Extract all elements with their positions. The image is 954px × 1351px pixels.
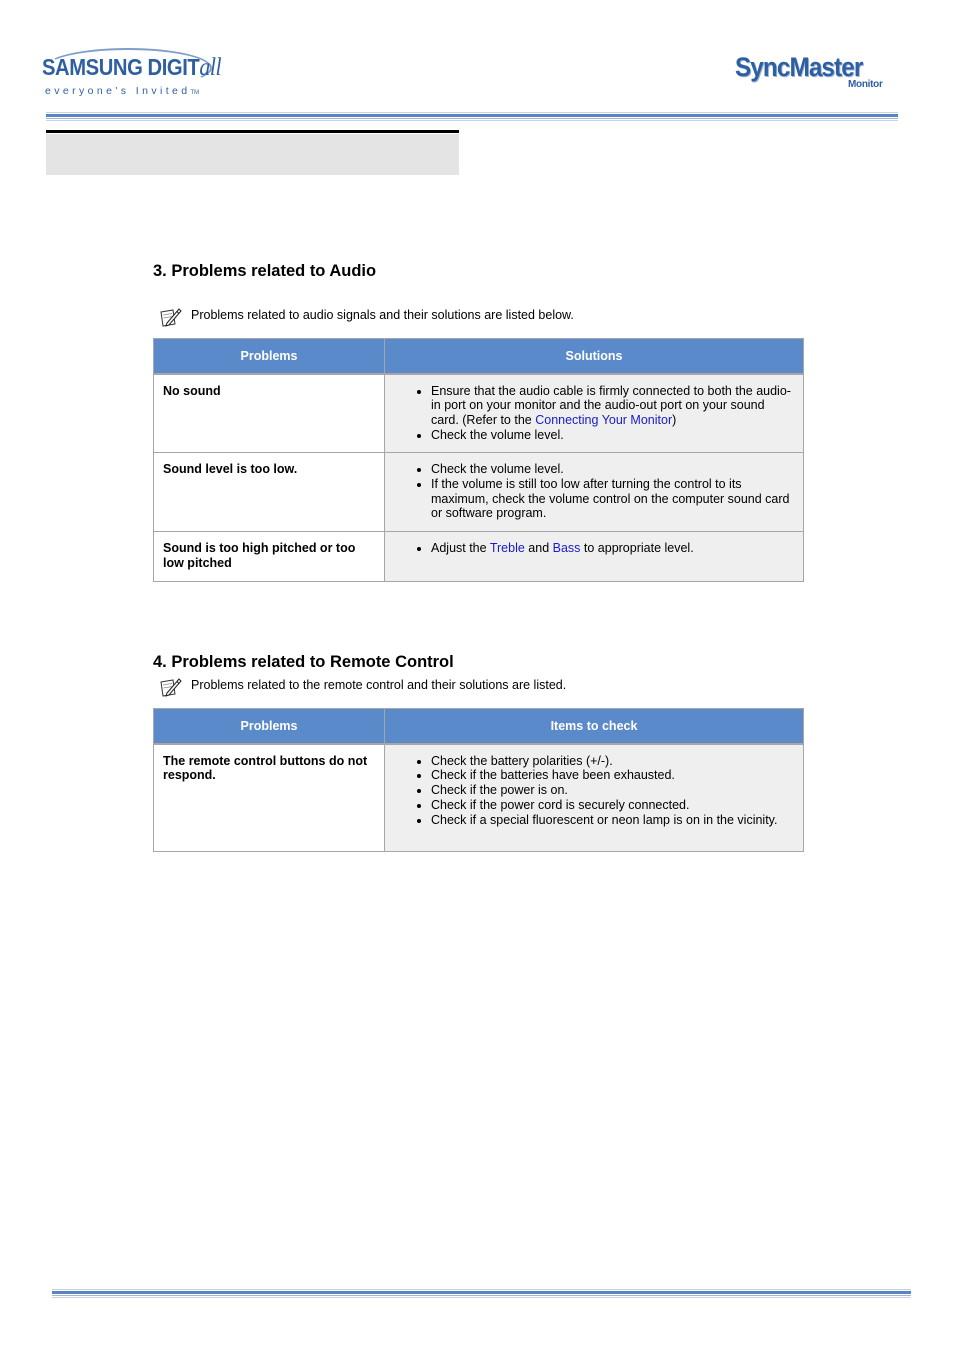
list-item: • Adjust the Treble and Bass to appropriate level. (431, 541, 793, 556)
audio-section-heading: 3. Problems related to Audio (153, 262, 377, 280)
remote-problems-table (153, 708, 804, 852)
list-item: • Check if the power is on. (431, 783, 793, 798)
list-item: • Check the volume level. (431, 462, 793, 477)
list-item: • Check if a special fluorescent or neon lamp is on in the vicinity. (431, 813, 793, 828)
samsung-digitall-logo (42, 46, 222, 102)
remote-section-heading: 4. Problems related to Remote Control (153, 653, 454, 671)
column-header-solutions: Solutions (385, 339, 804, 374)
syncmaster-sub: Monitor (848, 79, 883, 90)
solution-list (385, 754, 793, 828)
table-row (154, 374, 804, 453)
table-header-row (154, 339, 804, 374)
solution-list (385, 384, 793, 443)
problem-cell: No sound (154, 374, 385, 453)
list-item: • Check the battery polarities (+/-). (431, 754, 793, 769)
solution-cell (385, 374, 804, 453)
column-header-problems: Problems (154, 709, 385, 744)
samsung-brand-text: SAMSUNG DIGITall (42, 54, 222, 81)
column-header-problems: Problems (154, 339, 385, 374)
treble-link[interactable]: Treble (489, 541, 525, 555)
solution-cell (385, 453, 804, 532)
list-item: • Check the volume level. (431, 428, 793, 443)
problem-cell: Sound is too high pitched or too low pitched (154, 532, 385, 582)
samsung-tagline: everyone's InvitedTM (45, 85, 200, 97)
audio-note: Problems related to audio signals and their solutions are listed below. (191, 308, 574, 322)
problem-cell: Sound level is too low. (154, 453, 385, 532)
list-item: • Check if the batteries have been exhausted. (431, 768, 793, 783)
solution-list (385, 462, 793, 521)
remote-note: Problems related to the remote control and their solutions are listed. (191, 678, 567, 692)
solution-cell (385, 744, 804, 852)
table-row (154, 744, 804, 852)
problem-cell: The remote control buttons do not respond. (154, 744, 385, 852)
footer-rule (52, 1289, 911, 1298)
title-bar-top-line (46, 130, 459, 133)
table-header-row (154, 709, 804, 744)
solution-list (385, 541, 793, 556)
note-pencil-icon (159, 677, 183, 699)
solution-cell (385, 532, 804, 582)
table-row (154, 532, 804, 582)
syncmaster-logo (735, 52, 895, 94)
list-item: • Ensure that the audio cable is firmly connected to both the audio-in port on your monitor and the audio-out port on your sound card. (Refer to the Connecting Your Monitor) (431, 384, 793, 428)
title-bar (46, 134, 459, 175)
connecting-your-monitor-link[interactable]: Connecting Your Monitor (535, 413, 673, 428)
syncmaster-word: SyncMaster (735, 52, 863, 82)
note-pencil-icon (159, 307, 183, 329)
column-header-items-to-check: Items to check (385, 709, 804, 744)
audio-problems-table (153, 338, 804, 582)
bass-link[interactable]: Bass (552, 541, 581, 555)
header-rule (46, 112, 898, 121)
table-row (154, 453, 804, 532)
list-item: • If the volume is still too low after turning the control to its maximum, check the volume control on the computer sound card or software program. (431, 477, 793, 521)
list-item: • Check if the power cord is securely connected. (431, 798, 793, 813)
